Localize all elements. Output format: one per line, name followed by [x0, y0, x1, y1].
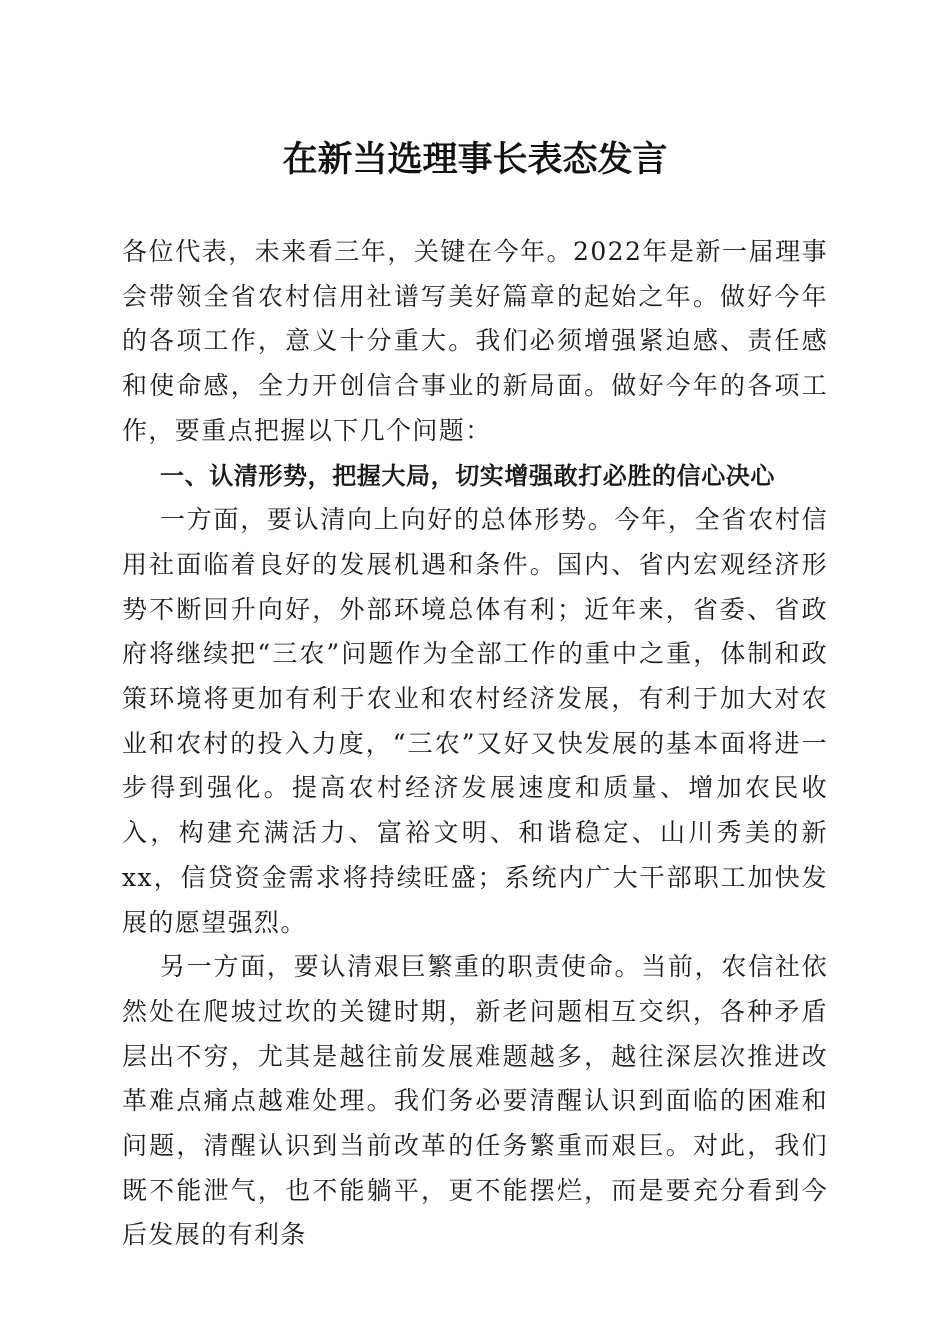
- paragraph-mission: 另一方面，要认清艰巨繁重的职责使命。当前，农信社依然处在爬坡过坎的关键时期，新老问题相互交织，各种矛盾层出不穷，尤其是越往前发展难题越多，越往深层次推进改革难点痛点越难处理。我们务必要清醒认识到面临的困难和问题，清醒认识到当前改革的任务繁重而艰巨。对此，我们既不能泄气，也不能躺平，更不能摆烂，而是要充分看到今后发展的有利条: [122, 952, 828, 1250]
- document-body: [122, 230, 828, 1258]
- document-title: 在新当选理事长表态发言: [282, 139, 668, 180]
- section-heading-1: 一、认清形势，把握大局，切实增强敢打必胜的信心决心: [160, 461, 775, 490]
- opening-paragraph: 各位代表，未来看三年，关键在今年。2022年是新一届理事会带领全省农村信用社谱写美好篇章的起始之年。做好今年的各项工作，意义十分重大。我们必须增强紧迫感、责任感和使命感，全力开创信合事业的新局面。做好今年的各项工作，要重点把握以下几个问题：: [122, 237, 828, 445]
- paragraph-situation: 一方面，要认清向上向好的总体形势。今年，全省农村信用社面临着良好的发展机遇和条件。国内、省内宏观经济形势不断回升向好，外部环境总体有利；近年来，省委、省政府将继续把“三农”问题作为全部工作的重中之重，体制和政策环境将更加有利于农业和农村经济发展，有利于加大对农业和农村的投入力度，“三农”又好又快发展的基本面将进一步得到强化。提高农村经济发展速度和质量、增加农民收入，构建充满活力、富裕文明、和谐稳定、山川秀美的新xx，信贷资金需求将持续旺盛；系统内广大干部职工加快发展的愿望强烈。: [122, 505, 828, 937]
